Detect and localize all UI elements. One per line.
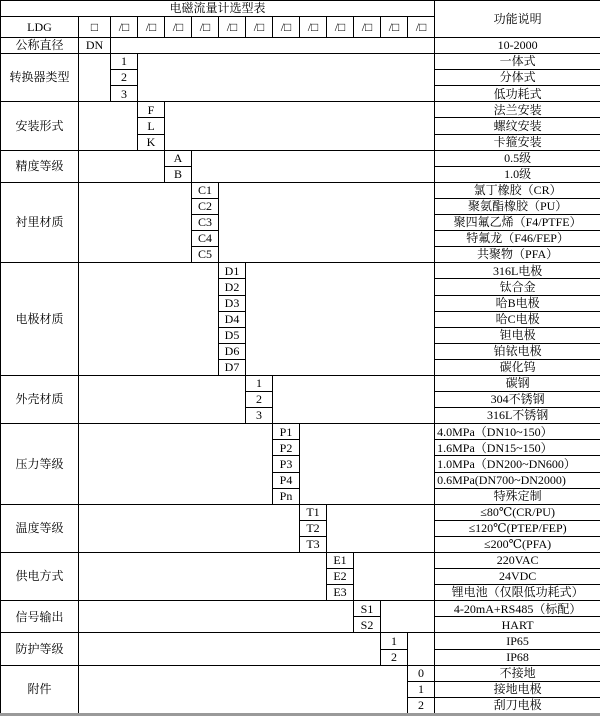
desc-cell: 1.0级 (435, 166, 600, 182)
filler-cell (79, 553, 327, 601)
desc-cell: 分体式 (435, 70, 600, 86)
group-label: 外壳材质 (1, 375, 79, 423)
code-cell: E1 (327, 553, 354, 569)
code-cell: S1 (354, 601, 381, 617)
table-title: 电磁流量计选型表 (1, 1, 435, 17)
filler-cell (192, 150, 435, 182)
desc-cell: 法兰安装 (435, 102, 600, 118)
code-cell: P2 (273, 440, 300, 456)
filler-cell (79, 375, 246, 423)
desc-cell: 氯丁橡胶（CR） (435, 182, 600, 198)
model-code-slot: /□ (246, 17, 273, 38)
group-label: 电极材质 (1, 263, 79, 376)
desc-cell: 特殊定制 (435, 488, 600, 504)
code-cell: D7 (219, 359, 246, 375)
code-cell: C5 (192, 247, 219, 263)
code-cell: 1 (408, 681, 435, 697)
desc-cell: 聚氨酯橡胶（PU） (435, 198, 600, 214)
desc-cell: 一体式 (435, 54, 600, 70)
filler-cell (79, 601, 354, 633)
filler-cell (408, 633, 435, 665)
code-cell: C4 (192, 231, 219, 247)
group-label: 公称直径 (1, 38, 79, 54)
model-code-slot: /□ (300, 17, 327, 38)
filler-cell (79, 504, 300, 552)
filler-cell (79, 665, 408, 713)
filler-cell (79, 182, 192, 262)
desc-cell: 0.5级 (435, 150, 600, 166)
function-column-header: 功能说明 (435, 1, 600, 38)
code-cell: 0 (408, 665, 435, 681)
code-cell: S2 (354, 617, 381, 633)
filler-cell (219, 182, 435, 262)
code-cell: 2 (408, 697, 435, 713)
desc-cell: 0.6MPa(DN700~DN2000) (435, 472, 600, 488)
desc-cell: 低功耗式 (435, 86, 600, 102)
filler-cell (79, 102, 138, 150)
model-code-slot: /□ (138, 17, 165, 38)
group-label: 精度等级 (1, 150, 79, 182)
desc-cell: 4.0MPa（DN10~150） (435, 424, 600, 440)
code-cell: E3 (327, 585, 354, 601)
group-label: 转换器类型 (1, 54, 79, 102)
code-cell: 1 (246, 375, 273, 391)
code-cell: B (165, 166, 192, 182)
code-cell: P3 (273, 456, 300, 472)
code-cell: 2 (246, 392, 273, 408)
desc-cell: 10-2000 (435, 38, 600, 54)
code-cell: T1 (300, 504, 327, 520)
desc-cell: 哈B电极 (435, 295, 600, 311)
desc-cell: 铂铱电极 (435, 343, 600, 359)
code-cell: E2 (327, 569, 354, 585)
model-code-slot: /□ (327, 17, 354, 38)
desc-cell: 锂电池（仅限低功耗式） (435, 585, 600, 601)
model-code-slot: /□ (111, 17, 138, 38)
code-cell: 1 (381, 633, 408, 649)
code-cell: P4 (273, 472, 300, 488)
desc-cell: 316L不锈钢 (435, 408, 600, 424)
code-cell: 1 (111, 54, 138, 70)
desc-cell: 1.6MPa（DN15~150） (435, 440, 600, 456)
model-code-slot: /□ (408, 17, 435, 38)
code-cell: D6 (219, 343, 246, 359)
code-cell: P1 (273, 424, 300, 440)
group-label: 附件 (1, 665, 79, 713)
model-prefix-cell: LDG (1, 17, 79, 38)
desc-cell: ≤200℃(PFA) (435, 536, 600, 552)
code-cell: 3 (246, 408, 273, 424)
code-cell: Pn (273, 488, 300, 504)
filler-cell (354, 553, 435, 601)
desc-cell: 钛合金 (435, 279, 600, 295)
code-cell: D4 (219, 311, 246, 327)
desc-cell: 1.0MPa（DN200~DN600） (435, 456, 600, 472)
group-label: 防护等级 (1, 633, 79, 665)
code-cell: D5 (219, 327, 246, 343)
desc-cell: HART (435, 617, 600, 633)
code-cell: C1 (192, 182, 219, 198)
filler-cell (79, 150, 165, 182)
desc-cell: 220VAC (435, 553, 600, 569)
model-code-slot: /□ (381, 17, 408, 38)
desc-cell: 24VDC (435, 569, 600, 585)
code-cell: A (165, 150, 192, 166)
filler-cell (79, 54, 111, 102)
group-label: 供电方式 (1, 553, 79, 601)
filler-cell (327, 504, 435, 552)
desc-cell: 螺纹安装 (435, 118, 600, 134)
filler-cell (300, 424, 435, 504)
model-code-slot: /□ (354, 17, 381, 38)
code-cell: D1 (219, 263, 246, 279)
desc-cell: 接地电极 (435, 681, 600, 697)
desc-cell: 卡箍安装 (435, 134, 600, 150)
filler-cell (111, 38, 435, 54)
code-cell: DN (79, 38, 111, 54)
desc-cell: 碳钢 (435, 375, 600, 391)
desc-cell: IP65 (435, 633, 600, 649)
model-code-slot: /□ (165, 17, 192, 38)
group-label: 信号输出 (1, 601, 79, 633)
code-cell: 3 (111, 86, 138, 102)
code-cell: C3 (192, 215, 219, 231)
desc-cell: 钽电极 (435, 327, 600, 343)
desc-cell: 特氟龙（F46/FEP） (435, 231, 600, 247)
code-cell: T2 (300, 520, 327, 536)
filler-cell (246, 263, 435, 376)
code-cell: 2 (381, 649, 408, 665)
desc-cell: 共聚物（PFA） (435, 247, 600, 263)
filler-cell (79, 263, 219, 376)
desc-cell: 哈C电极 (435, 311, 600, 327)
filler-cell (79, 424, 273, 504)
code-cell: T3 (300, 536, 327, 552)
desc-cell: 聚四氟乙烯（F4/PTFE） (435, 215, 600, 231)
desc-cell: 304不锈钢 (435, 392, 600, 408)
desc-cell: 刮刀电极 (435, 697, 600, 713)
desc-cell: 4-20mA+RS485（标配） (435, 601, 600, 617)
model-code-slot: /□ (219, 17, 246, 38)
filler-cell (79, 633, 381, 665)
code-cell: F (138, 102, 165, 118)
group-label: 安装形式 (1, 102, 79, 150)
code-cell: D3 (219, 295, 246, 311)
filler-cell (381, 601, 435, 633)
desc-cell: 316L电极 (435, 263, 600, 279)
desc-cell: IP68 (435, 649, 600, 665)
code-cell: 2 (111, 70, 138, 86)
filler-cell (138, 54, 435, 102)
model-dn-slot: □ (79, 17, 111, 38)
desc-cell: ≤80℃(CR/PU) (435, 504, 600, 520)
model-code-slot: /□ (273, 17, 300, 38)
group-label: 衬里材质 (1, 182, 79, 262)
code-cell: K (138, 134, 165, 150)
model-code-slot: /□ (192, 17, 219, 38)
code-cell: D2 (219, 279, 246, 295)
code-cell: L (138, 118, 165, 134)
filler-cell (165, 102, 435, 150)
filler-cell (273, 375, 435, 423)
code-cell: C2 (192, 198, 219, 214)
desc-cell: 不接地 (435, 665, 600, 681)
desc-cell: 碳化钨 (435, 359, 600, 375)
group-label: 压力等级 (1, 424, 79, 504)
desc-cell: ≤120℃(PTEP/FEP) (435, 520, 600, 536)
group-label: 温度等级 (1, 504, 79, 552)
